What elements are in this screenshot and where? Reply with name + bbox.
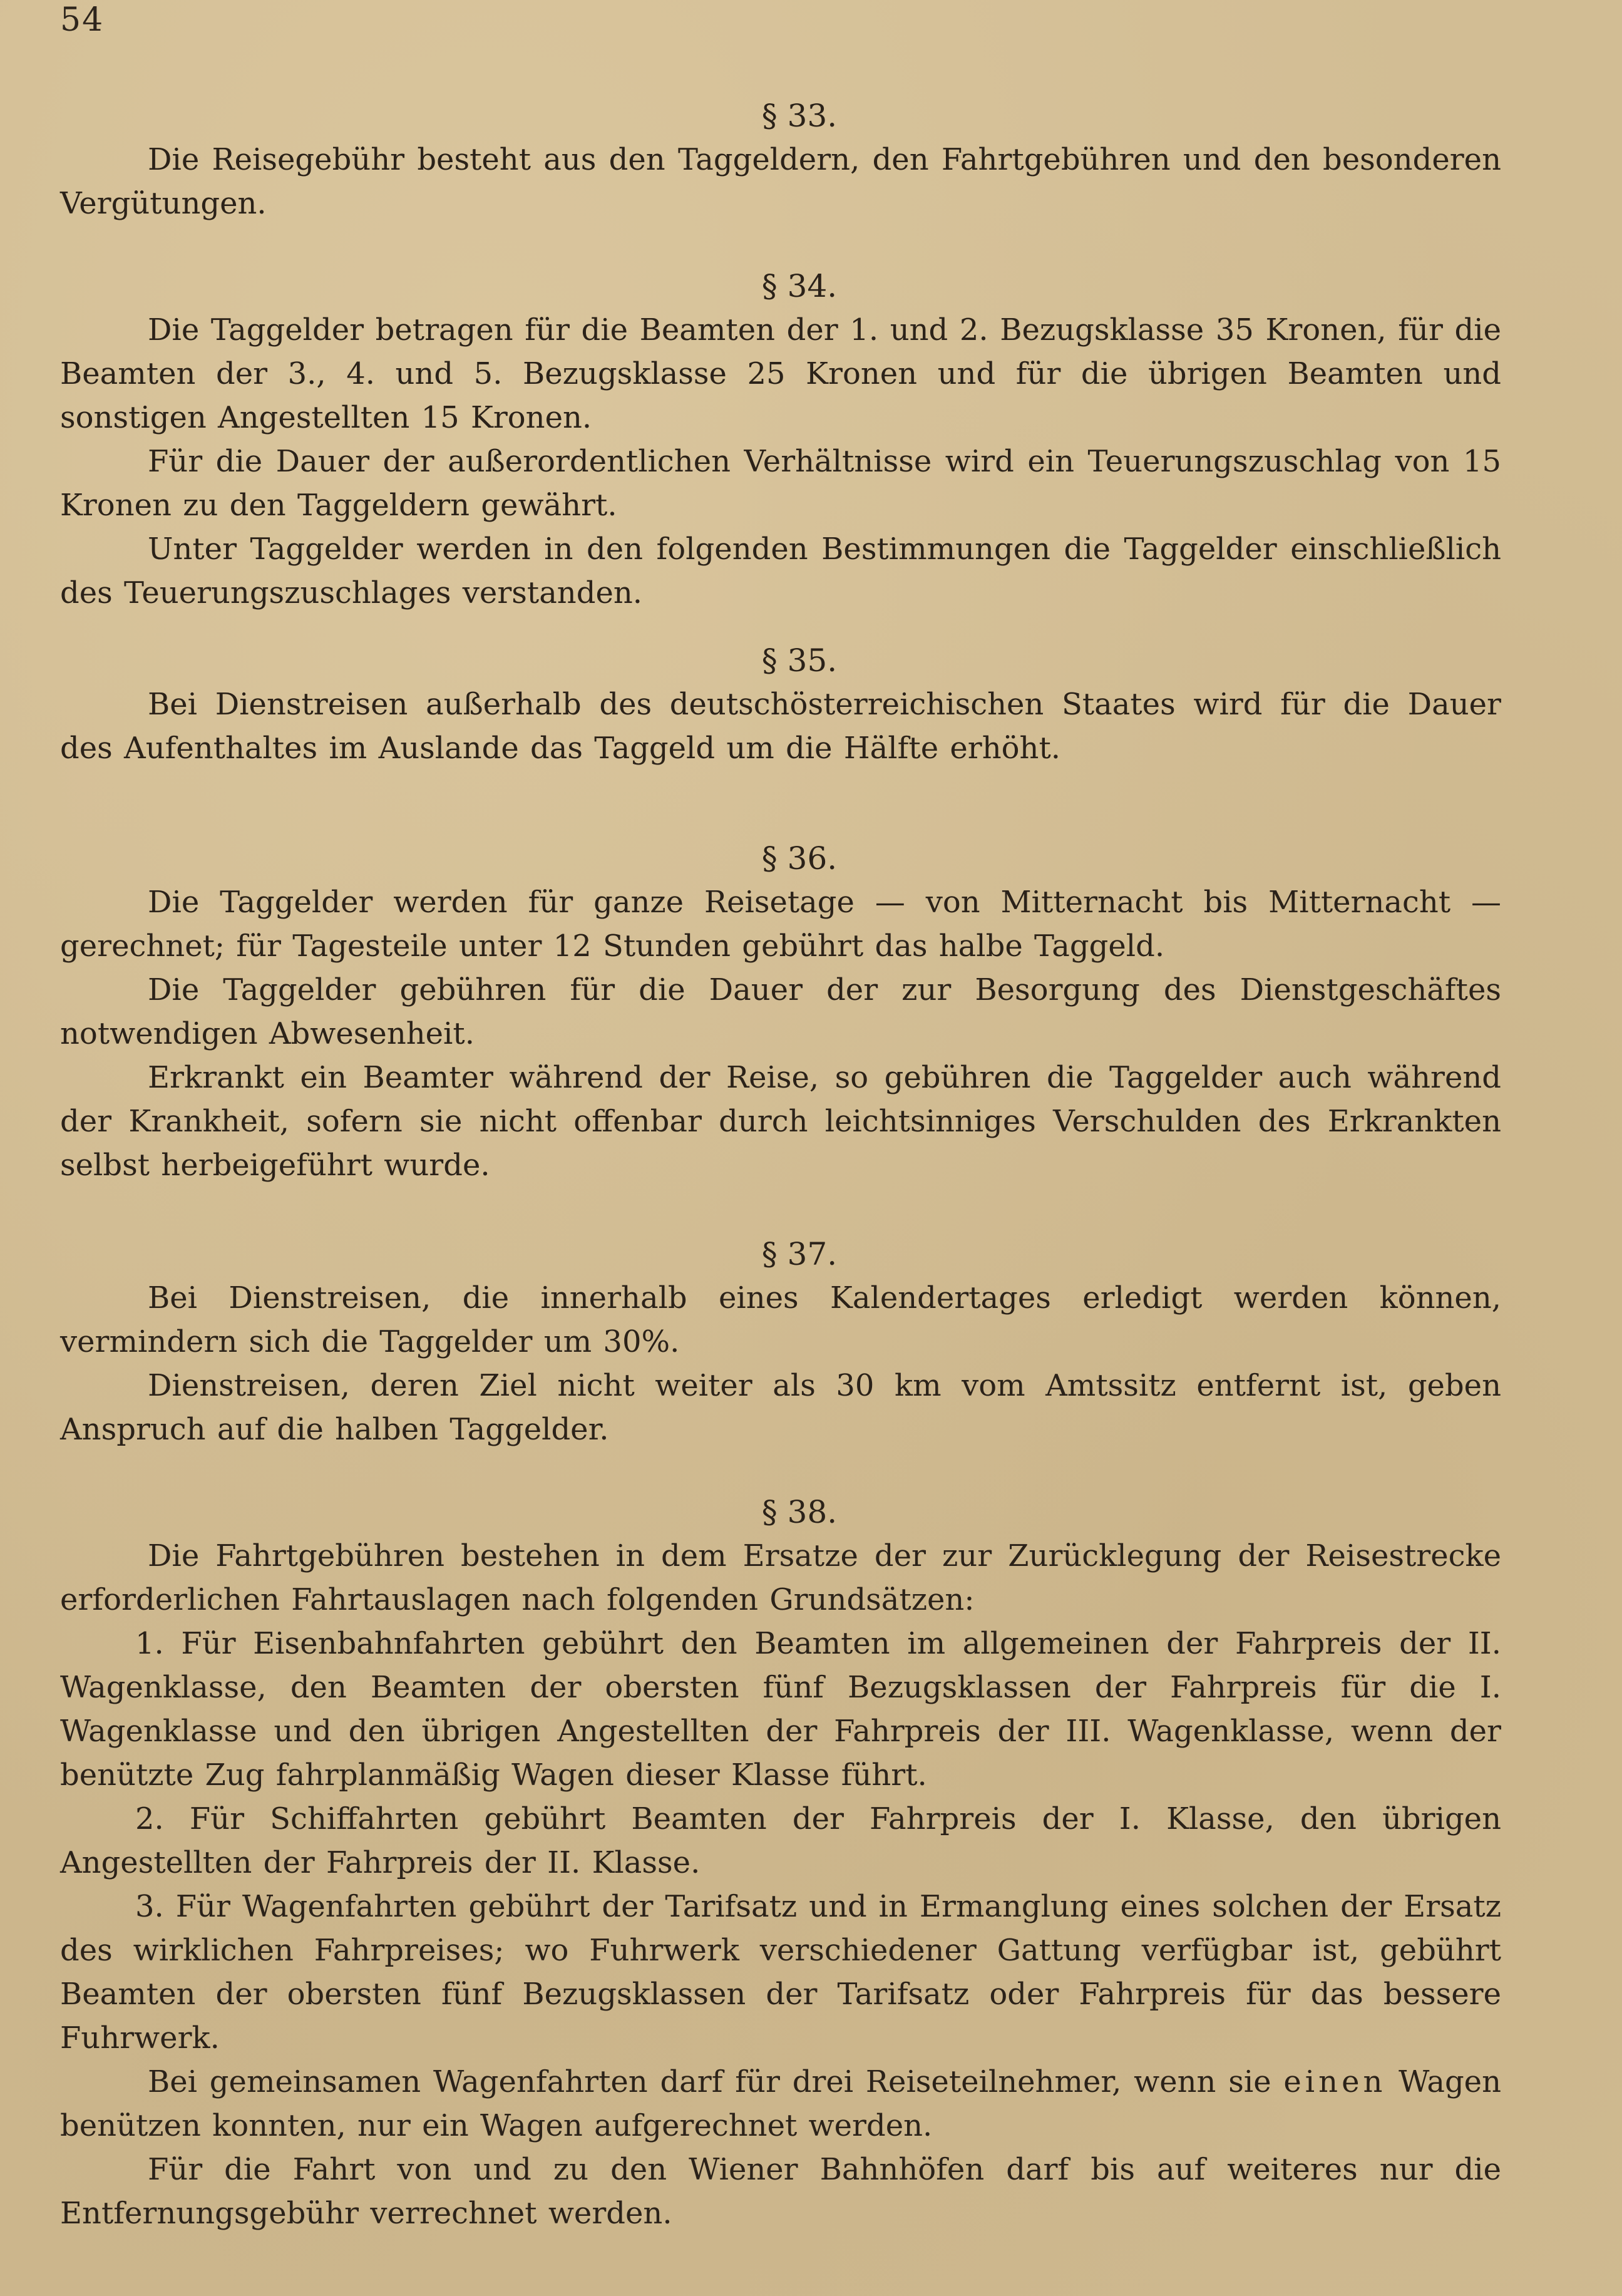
emphasized-word: einen xyxy=(1283,2064,1387,2099)
numbered-item: 3. Für Wagenfahrten gebührt der Tarifsatz und in Ermanglung eines solchen der Ersatz des wirklichen Fahrpreises; wo Fuhrwerk verschiedener Gattung verfügbar ist, gebührt Beamten der obersten fünf Bezugsklassen der Tarifsatz oder Fahrpreis für das bessere Fuhrwerk. xyxy=(60,1889,1501,2056)
paragraph: Für die Dauer der außerordentlichen Verhältnisse wird ein Teuerungszuschlag von 15 Kronen zu den Taggeldern gewährt. xyxy=(60,444,1501,523)
paragraph: Unter Taggelder werden in den folgenden Bestimmungen die Taggelder einschließlich des Teuerungszuschlages verstanden. xyxy=(60,532,1501,610)
section-heading: § 33. xyxy=(761,98,838,134)
numbered-item: 2. Für Schiffahrten gebührt Beamten der Fahrpreis der I. Klasse, den übrigen Angestellten der Fahrpreis der II. Klasse. xyxy=(60,1801,1501,1880)
section-38 xyxy=(60,1490,1501,2235)
paragraph: Bei Dienstreisen außerhalb des deutschösterreichischen Staates wird für die Dauer des Aufenthaltes im Auslande das Taggeld um die Hälfte erhöht. xyxy=(60,687,1501,766)
section-heading: § 37. xyxy=(761,1236,838,1272)
paragraph xyxy=(60,2060,1501,2148)
section-34 xyxy=(60,264,1501,615)
paragraph: Die Reisegebühr besteht aus den Taggeldern, den Fahrtgebühren und den besonderen Vergütungen. xyxy=(60,142,1501,221)
paragraph: Die Taggelder gebühren für die Dauer der zur Besorgung des Dienstgeschäftes notwendigen Abwesenheit. xyxy=(60,972,1501,1051)
section-33 xyxy=(60,94,1501,225)
paragraph: Dienstreisen, deren Ziel nicht weiter als 30 km vom Amtssitz entfernt ist, geben Anspruch auf die halben Taggelder. xyxy=(60,1368,1501,1447)
paragraph: Für die Fahrt von und zu den Wiener Bahnhöfen darf bis auf weiteres nur die Entfernungsgebühr verrechnet werden. xyxy=(60,2152,1501,2231)
paragraph: Die Fahrtgebühren bestehen in dem Ersatze der zur Zurücklegung der Reisestrecke erforderlichen Fahrtauslagen nach folgenden Grundsätzen: xyxy=(60,1538,1501,1617)
paragraph: Die Taggelder werden für ganze Reisetage — von Mitternacht bis Mitternacht — gerechnet; für Tagesteile unter 12 Stunden gebührt das halbe Taggeld. xyxy=(60,885,1501,964)
section-37 xyxy=(60,1232,1501,1451)
section-heading: § 38. xyxy=(761,1494,838,1530)
section-heading: § 34. xyxy=(761,268,838,304)
numbered-item: 1. Für Eisenbahnfahrten gebührt den Beamten im allgemeinen der Fahrpreis der II. Wagenklasse, den Beamten der obersten fünf Bezugsklassen der Fahrpreis für die I. Wagenklasse und den übrigen Angestellten der Fahrpreis der III. Wagenklasse, wenn der benützte Zug fahrplanmäßig Wagen dieser Klasse führt. xyxy=(60,1626,1501,1793)
text-run: Bei gemeinsamen Wagenfahrten darf für drei Reiseteilnehmer, wenn sie xyxy=(148,2064,1284,2099)
paragraph: Bei Dienstreisen, die innerhalb eines Kalendertages erledigt werden können, vermindern sich die Taggelder um 30%. xyxy=(60,1280,1501,1359)
text-run: Wagen benützen konnten, nur ein Wagen aufgerechnet werden. xyxy=(60,2064,1501,2143)
section-36 xyxy=(60,837,1501,1187)
page-number: 54 xyxy=(60,1,105,39)
section-heading: § 36. xyxy=(761,840,838,877)
paragraph: Erkrankt ein Beamter während der Reise, so gebühren die Taggelder auch während der Krankheit, sofern sie nicht offenbar durch leichtsinniges Verschulden des Erkrankten selbst herbeigeführt wurde. xyxy=(60,1060,1501,1183)
document-body xyxy=(60,94,1501,2235)
section-35 xyxy=(60,639,1501,770)
section-heading: § 35. xyxy=(761,642,838,679)
paragraph: Die Taggelder betragen für die Beamten der 1. und 2. Bezugsklasse 35 Kronen, für die Beamten der 3., 4. und 5. Bezugsklasse 25 Kronen und für die übrigen Beamten und sonstigen Angestellten 15 Kronen. xyxy=(60,312,1501,435)
